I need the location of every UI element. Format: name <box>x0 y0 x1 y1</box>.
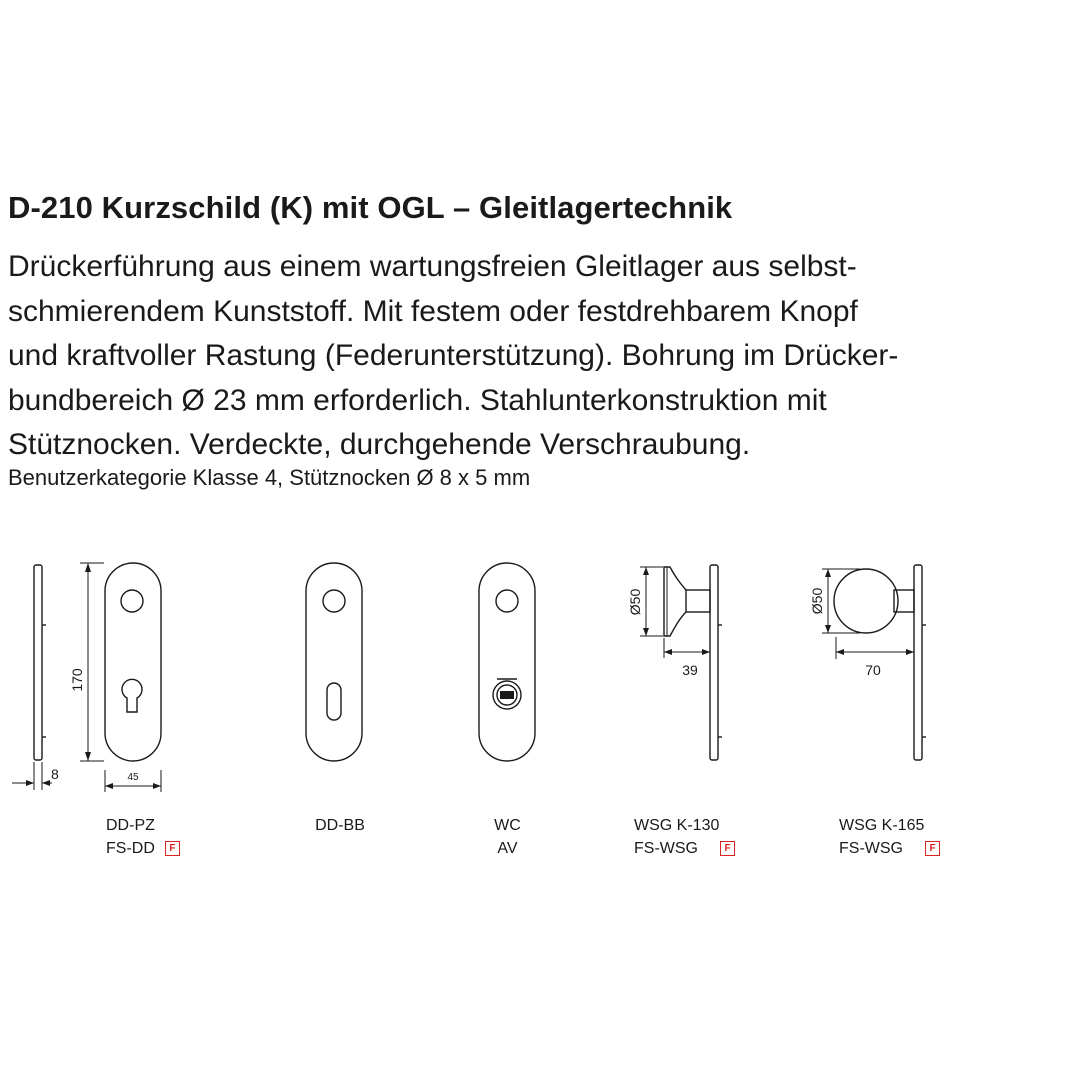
variant-code: AV <box>497 840 518 857</box>
thickness-dimension: 8 <box>51 766 59 782</box>
height-dimension: 170 <box>69 668 85 692</box>
caption-row <box>90 814 200 837</box>
front-view-dd-pz <box>80 563 161 792</box>
variant-caption-wsg-k130 <box>630 814 760 860</box>
variant-code: WSG K-130 <box>634 817 720 834</box>
variant-code: FS-WSG <box>634 840 698 857</box>
caption-row <box>835 837 965 860</box>
projection-dimension: 70 <box>865 662 881 678</box>
description-line: schmierendem Kunststoff. Mit festem oder festdrehbarem Knopf <box>8 294 858 328</box>
caption-row <box>290 814 390 837</box>
description-line: Drückerführung aus einem wartungsfreien Gleitlager aus selbst- <box>8 250 857 283</box>
side-view-wsg-k130 <box>640 565 722 760</box>
variant-code: DD-BB <box>315 817 365 834</box>
fire-protection-icon: F <box>720 841 735 856</box>
variant-code: FS-WSG <box>839 840 903 857</box>
projection-dimension: 39 <box>682 662 698 678</box>
caption-row <box>630 837 760 860</box>
user-category-note: Benutzerkategorie Klasse 4, Stütznocken Ø 8 x 5 mm <box>8 465 531 490</box>
knob-diameter-dimension: Ø50 <box>809 587 825 615</box>
variant-caption-wsg-k165 <box>835 814 965 860</box>
variant-caption-dd-pz <box>90 814 200 860</box>
product-description <box>8 245 1076 468</box>
caption-row <box>835 814 965 837</box>
variant-code: FS-DD <box>106 840 155 857</box>
product-title: D-210 Kurzschild (K) mit OGL – Gleitlagertechnik <box>8 190 733 225</box>
description-line: bundbereich Ø 23 mm erforderlich. Stahlunterkonstruktion mit <box>8 383 827 417</box>
description-line: und kraftvoller Rastung (Federunterstützung). Bohrung im Drücker- <box>8 339 899 372</box>
side-view-plate <box>12 565 52 790</box>
caption-row <box>630 814 760 837</box>
variant-code: WSG K-165 <box>839 817 925 834</box>
caption-row <box>470 814 545 837</box>
fire-protection-icon: F <box>165 841 180 856</box>
knob-diameter-dimension: Ø50 <box>627 588 643 616</box>
caption-row <box>470 837 545 860</box>
variant-code: DD-PZ <box>106 817 155 834</box>
variant-caption-wc <box>470 814 545 860</box>
description-line: Stütznocken. Verdeckte, durchgehende Verschraubung. <box>8 428 751 461</box>
width-dimension: 45 <box>127 772 139 783</box>
variant-caption-dd-bb <box>290 814 390 837</box>
caption-row <box>90 837 200 860</box>
fire-protection-icon: F <box>925 841 940 856</box>
front-view-wc <box>479 563 535 761</box>
front-view-dd-bb <box>306 563 362 761</box>
variant-code: WC <box>494 817 521 834</box>
